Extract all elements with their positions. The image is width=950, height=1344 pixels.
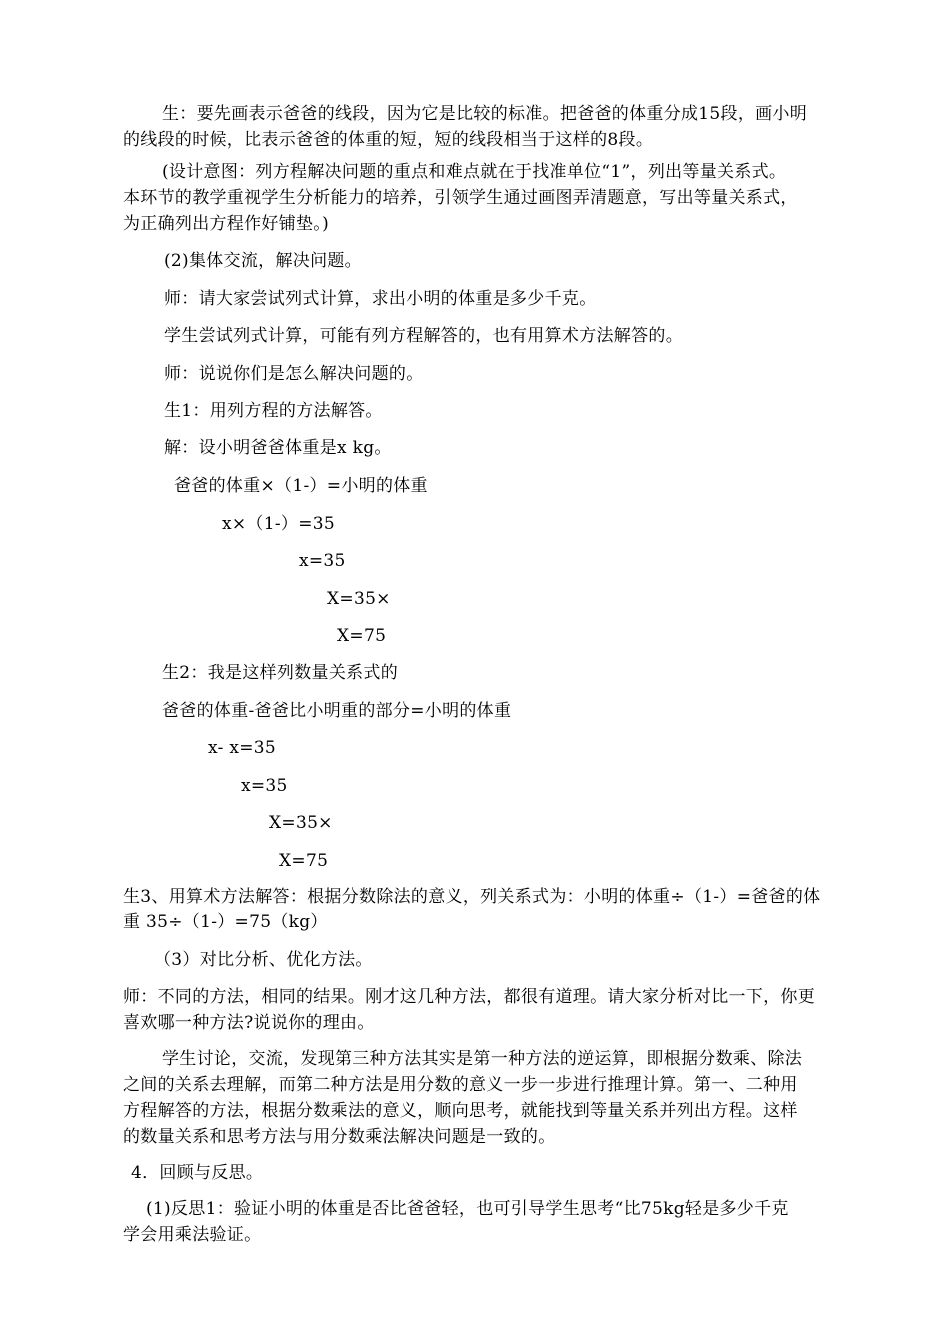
paragraph-line: 师：不同的方法，相同的结果。刚才这几种方法，都很有道理。请大家分析对比一下，你更 (123, 987, 815, 1007)
paragraph-line: 的线段的时候，比表示爸爸的体重的短，短的线段相当于这样的8段。 (123, 130, 654, 150)
section-heading: 4．回顾与反思。 (131, 1163, 264, 1183)
paragraph-line: 喜欢哪一种方法?说说你的理由。 (123, 1013, 375, 1033)
paragraph-line: 学生讨论，交流，发现第三种方法其实是第一种方法的逆运算，即根据分数乘、除法 (162, 1049, 803, 1069)
paragraph-line: 生2：我是这样列数量关系式的 (162, 663, 399, 683)
equation-line: 爸爸的体重×（1-）=小明的体重 (174, 476, 428, 496)
equation-line: x=35 (299, 551, 346, 571)
paragraph-line: 生3、用算术方法解答：根据分数除法的意义，列关系式为：小明的体重÷（1-）=爸爸的体 (123, 887, 821, 907)
section-heading: (2)集体交流，解决问题。 (164, 251, 362, 271)
equation-line: x=35 (241, 776, 288, 796)
paragraph-line: (设计意图：列方程解决问题的重点和难点就在于找准单位“1”，列出等量关系式。 (162, 162, 787, 182)
paragraph-line: 生1：用列方程的方法解答。 (164, 401, 383, 421)
paragraph-line: (1)反思1：验证小明的体重是否比爸爸轻，也可引导学生思考“比75kg轻是多少千克 (146, 1199, 789, 1219)
paragraph-line: 重 35÷（1-）=75（kg） (123, 912, 328, 932)
paragraph-line: 方程解答的方法，根据分数乘法的意义，顺向思考，就能找到等量关系并列出方程。这样 (123, 1101, 798, 1121)
equation-line: x×（1-）=35 (222, 514, 335, 534)
equation-line: X=75 (337, 626, 387, 646)
paragraph-line: 学会用乘法验证。 (123, 1225, 262, 1245)
paragraph-line: 的数量关系和思考方法与用分数乘法解决问题是一致的。 (123, 1127, 556, 1147)
equation-line: x- x=35 (208, 738, 276, 758)
section-heading: （3）对比分析、优化方法。 (154, 950, 373, 970)
paragraph-line: 为正确列出方程作好铺垫。) (123, 214, 330, 234)
paragraph-line: 爸爸的体重-爸爸比小明重的部分=小明的体重 (162, 701, 512, 721)
paragraph-line: 本环节的教学重视学生分析能力的培养，引领学生通过画图弄清题意，写出等量关系式， (123, 188, 798, 208)
paragraph-line: 生：要先画表示爸爸的线段，因为它是比较的标准。把爸爸的体重分成15段，画小明 (162, 104, 808, 124)
equation-line: X=35× (327, 589, 391, 609)
paragraph-line: 之间的关系去理解，而第二种方法是用分数的意义一步一步进行推理计算。第一、二种用 (123, 1075, 798, 1095)
equation-line: X=35× (269, 813, 333, 833)
paragraph-line: 学生尝试列式计算，可能有列方程解答的，也有用算术方法解答的。 (164, 326, 683, 346)
paragraph-line: 师：请大家尝试列式计算，求出小明的体重是多少千克。 (164, 289, 597, 309)
paragraph-line: 师：说说你们是怎么解决问题的。 (164, 364, 424, 384)
paragraph-line: 解：设小明爸爸体重是x kg。 (164, 438, 392, 458)
equation-line: X=75 (279, 851, 329, 871)
